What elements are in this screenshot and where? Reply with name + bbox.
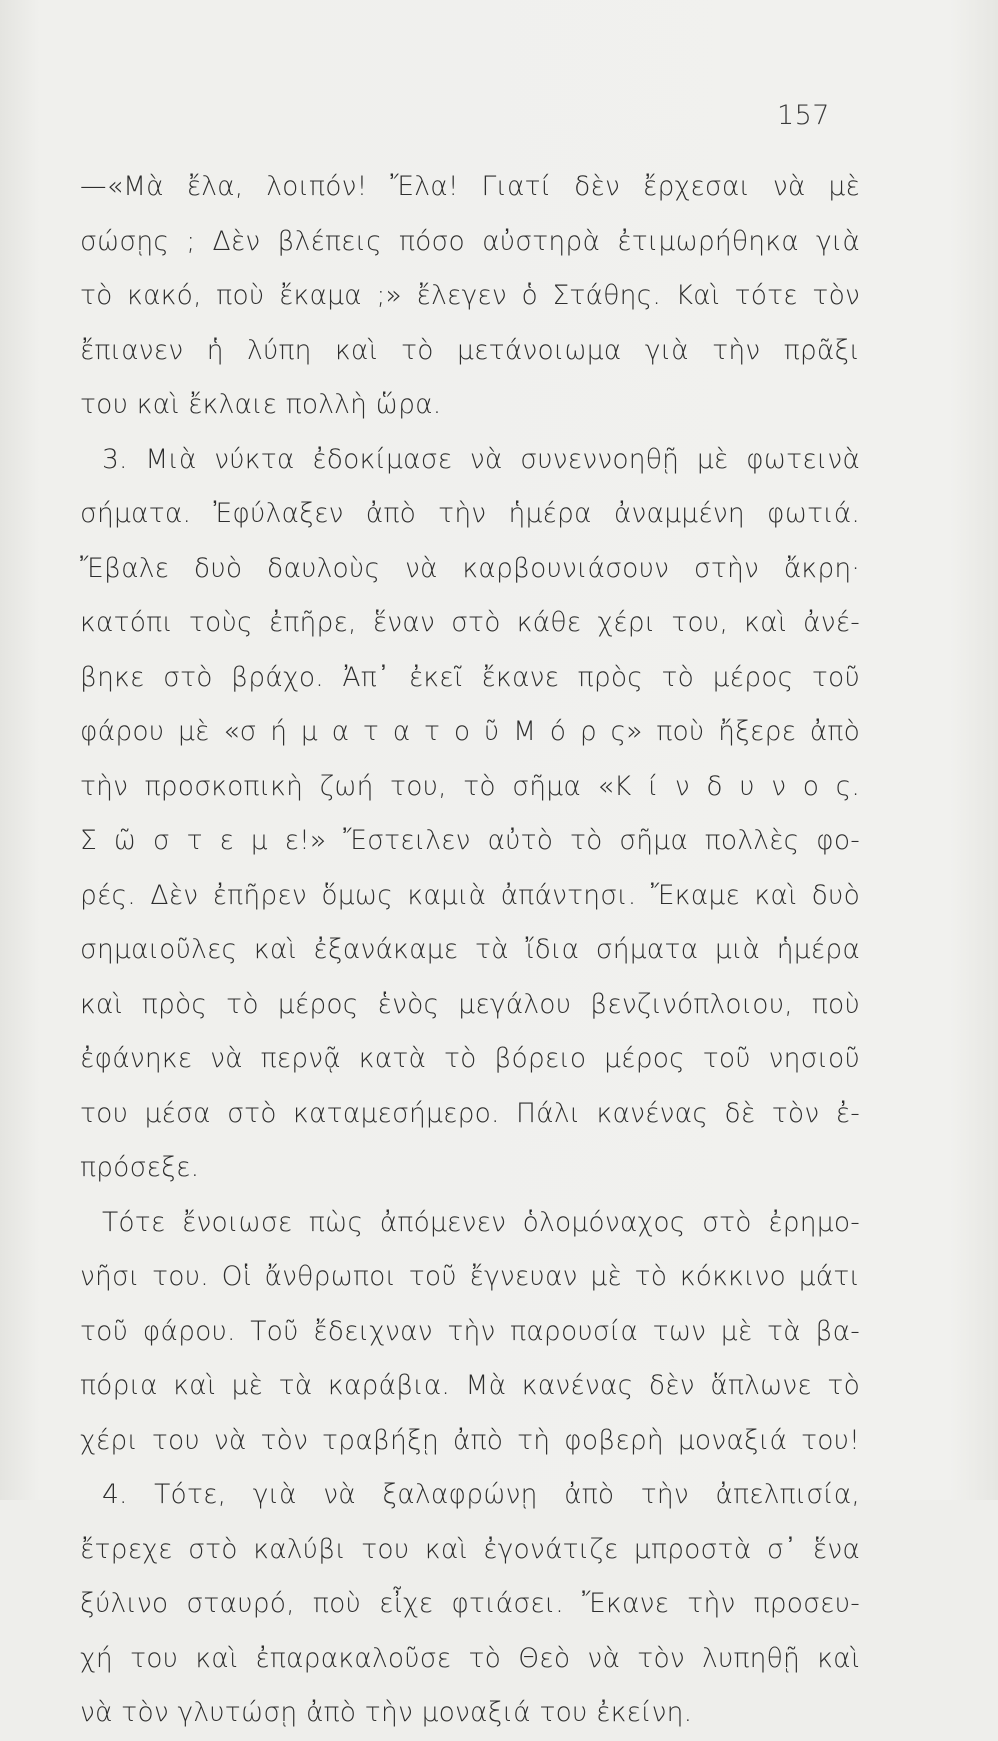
body-text	[80, 160, 860, 1741]
text-line: 3. Μιὰ νύκτα ἐδοκίμασε νὰ συνεννοηθῇ μὲ φωτεινὰ	[102, 443, 860, 475]
text-line: νῆσι του. Οἱ ἄνθρωποι τοῦ ἔγνευαν μὲ τὸ κόκκινο μάτι	[80, 1261, 860, 1292]
text-line: τὴν προσκοπικὴ ζωή του, τὸ σῆμα «Κ ί ν δ υ ν ο ς.	[80, 770, 860, 802]
page-number: 157	[776, 100, 830, 131]
text-line: ρές. Δὲν ἐπῆρεν ὅμως καμιὰ ἀπάντησι. Ἔκαμε καὶ δυὸ	[80, 879, 860, 911]
text-line: νὰ τὸν γλυτώσῃ ἀπὸ τὴν μοναξιά του ἐκείνη.	[80, 1697, 693, 1728]
text-line: Σ ῶ σ τ ε μ ε!» Ἔστειλεν αὐτὸ τὸ σῆμα πολλὲς φο-	[80, 825, 860, 856]
text-line: τοῦ φάρου. Τοῦ ἔδειχναν τὴν παρουσία των μὲ τὰ βα-	[80, 1315, 860, 1347]
text-line: ξύλινο σταυρό, ποὺ εἶχε φτιάσει. Ἔκανε τὴν προσευ-	[80, 1588, 860, 1619]
text-line: Τότε ἔνοιωσε πὼς ἀπόμενεν ὁλομόναχος στὸ ἐρημο-	[102, 1206, 860, 1238]
text-line: ἔτρεχε στὸ καλύβι του καὶ ἐγονάτιζε μπροστὰ σ᾽ ἕνα	[80, 1533, 860, 1565]
text-line: σήματα. Ἐφύλαξεν ἀπὸ τὴν ἡμέρα ἀναμμένη φωτιά.	[80, 498, 860, 529]
text-line: χή του καὶ ἐπαρακαλοῦσε τὸ Θεὸ νὰ τὸν λυπηθῇ καὶ	[80, 1642, 860, 1674]
text-line: βηκε στὸ βράχο. Ἀπ᾽ ἐκεῖ ἔκανε πρὸς τὸ μέρος τοῦ	[80, 661, 860, 693]
text-line: χέρι του νὰ τὸν τραβήξῃ ἀπὸ τὴ φοβερὴ μοναξιά του!	[80, 1424, 860, 1456]
text-line: τὸ κακό, ποὺ ἔκαμα ;» ἔλεγεν ὁ Στάθης. Καὶ τότε τὸν	[80, 280, 860, 311]
text-line: του μέσα στὸ καταμεσήμερο. Πάλι κανένας δὲ τὸν ἐ-	[80, 1097, 860, 1129]
text-line: Ἔβαλε δυὸ δαυλοὺς νὰ καρβουνιάσουν στὴν ἄκρη·	[80, 552, 860, 584]
text-line: ἐφάνηκε νὰ περνᾷ κατὰ τὸ βόρειο μέρος τοῦ νησιοῦ	[80, 1043, 860, 1074]
text-line: πρόσεξε.	[80, 1152, 200, 1183]
text-line: σημαιοῦλες καὶ ἐξανάκαμε τὰ ἴδια σήματα μιὰ ἡμέρα	[80, 934, 860, 965]
text-line: ἔπιανεν ἡ λύπη καὶ τὸ μετάνοιωμα γιὰ τὴν πρᾶξι	[80, 334, 860, 366]
text-line: 4. Τότε, γιὰ νὰ ξαλαφρώνῃ ἀπὸ τὴν ἀπελπισία,	[102, 1479, 860, 1510]
text-line: σώσῃς ; Δὲν βλέπεις πόσο αὐστηρὰ ἐτιμωρήθηκα γιὰ	[80, 225, 860, 257]
text-line: φάρου μὲ «σ ή μ α τ α τ ο ῦ Μ ό ρ ς» ποὺ ἤξερε ἀπὸ	[80, 716, 860, 747]
text-line: καὶ πρὸς τὸ μέρος ἑνὸς μεγάλου βενζινόπλοιου, ποὺ	[80, 988, 860, 1020]
text-line: πόρια καὶ μὲ τὰ καράβια. Μὰ κανένας δὲν ἅπλωνε τὸ	[80, 1370, 860, 1401]
text-line: κατόπι τοὺς ἐπῆρε, ἕναν στὸ κάθε χέρι του, καὶ ἀνέ-	[80, 607, 860, 638]
text-line: —«Μὰ ἔλα, λοιπόν! Ἔλα! Γιατί δὲν ἔρχεσαι νὰ μὲ	[80, 171, 860, 202]
text-line: του καὶ ἔκλαιε πολλὴ ὥρα.	[80, 389, 442, 420]
